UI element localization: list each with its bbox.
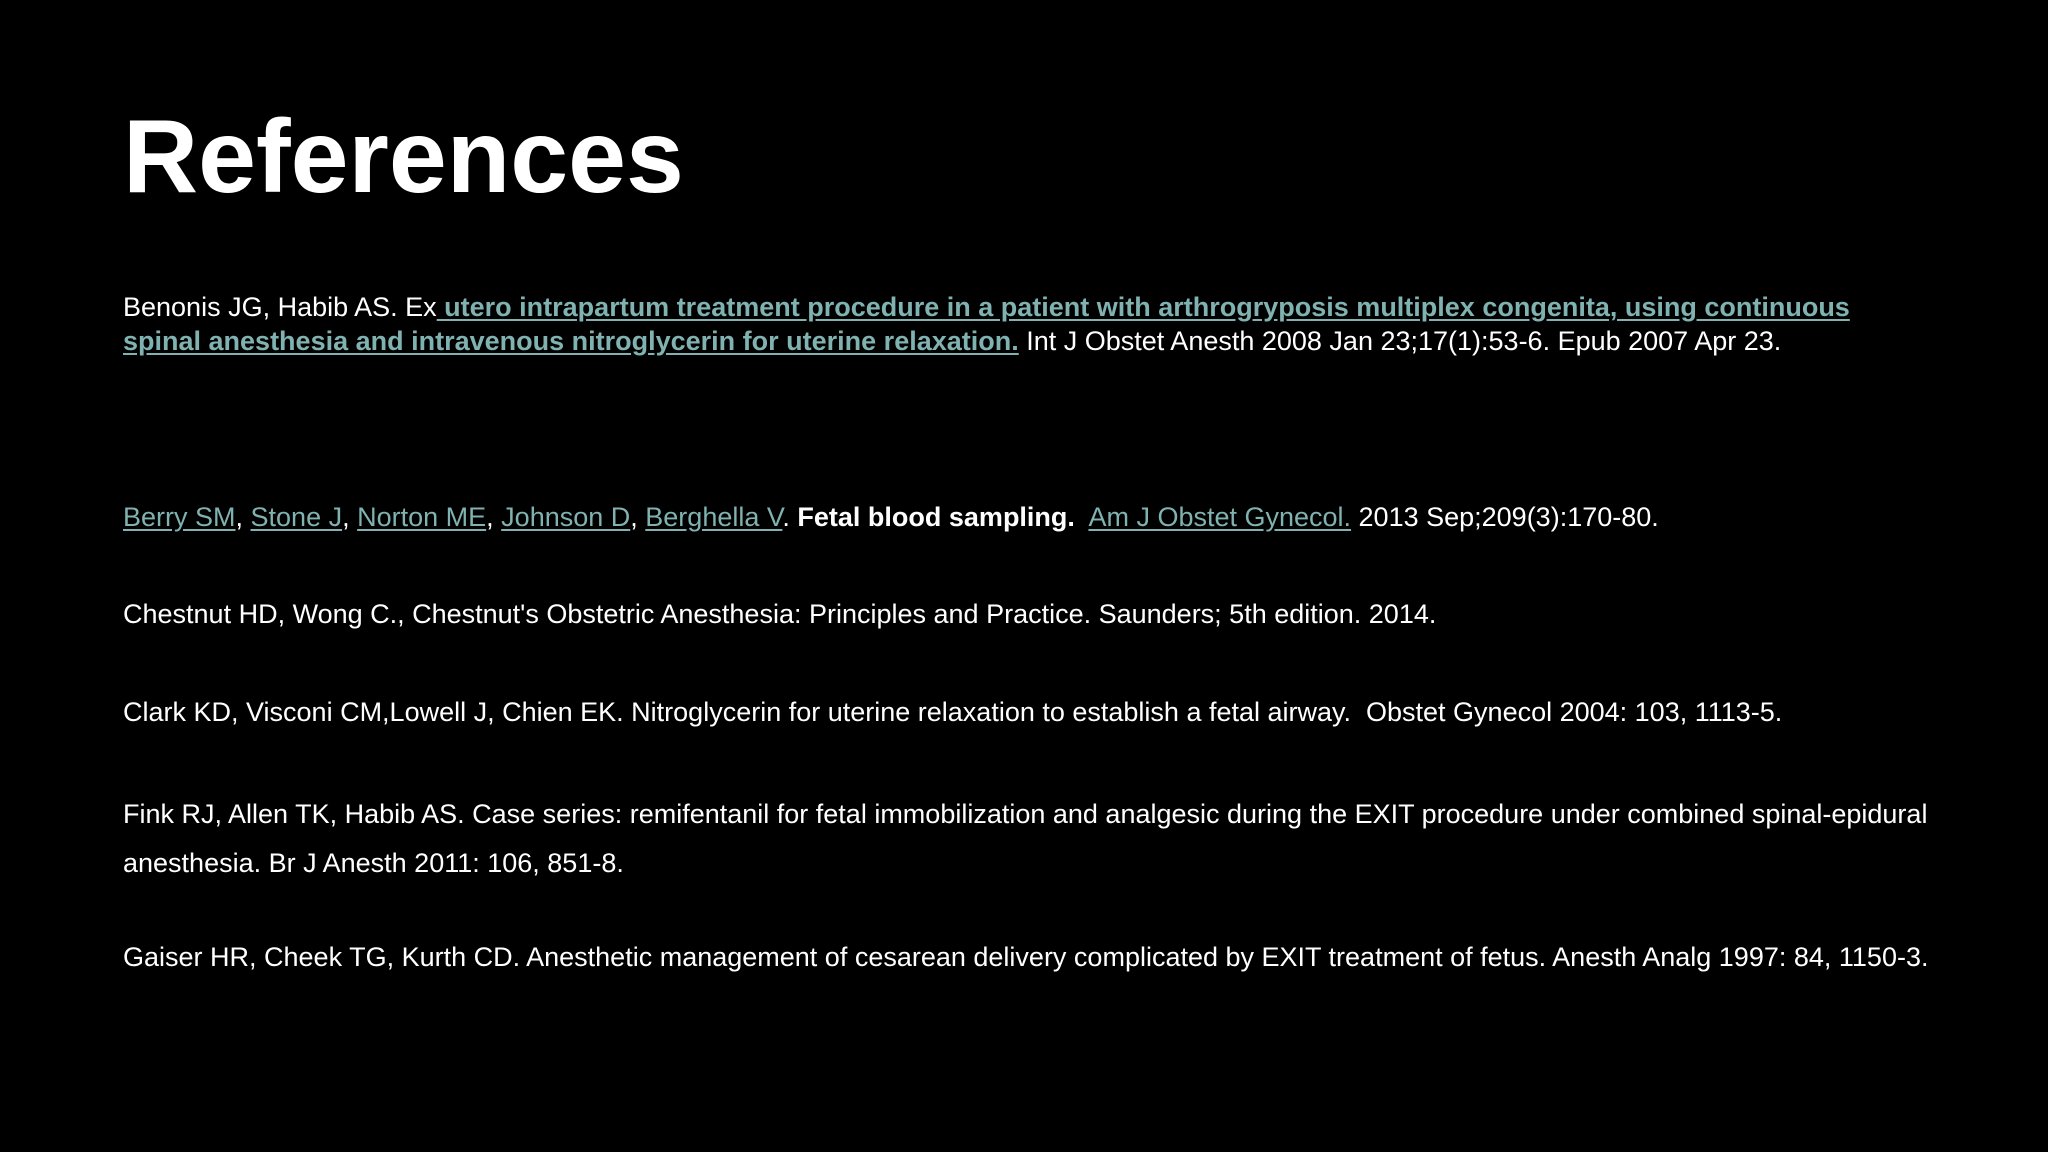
page-title: References: [123, 99, 684, 215]
author-link-norton[interactable]: Norton ME: [357, 502, 487, 532]
author-link-johnson[interactable]: Johnson D: [501, 502, 631, 532]
author-separator: ,: [630, 502, 646, 532]
reference-clark: Clark KD, Visconi CM,Lowell J, Chien EK. Nitroglycerin for uterine relaxation to establish a fetal airway. Obstet Gynecol 2004: 103, 1113-5.: [123, 697, 1783, 727]
author-link-berry[interactable]: Berry SM: [123, 502, 236, 532]
authors-end: .: [782, 502, 798, 532]
reference-citation: Int J Obstet Anesth 2008 Jan 23;17(1):53-6. Epub 2007 Apr 23.: [1018, 326, 1782, 356]
journal-link[interactable]: Am J Obstet Gynecol.: [1088, 502, 1352, 532]
author-link-stone[interactable]: Stone J: [250, 502, 343, 532]
reference-fink: Fink RJ, Allen TK, Habib AS. Case series: remifentanil for fetal immobilization and analgesic during the EXIT procedure under combined spinal-epidural anesthesia. Br J Anesth 2011: 106, 851-8.: [123, 799, 1928, 878]
article-title: Fetal blood sampling.: [797, 502, 1075, 532]
title-gap: [1075, 502, 1089, 532]
author-separator: ,: [486, 502, 502, 532]
reference-citation: 2013 Sep;209(3):170-80.: [1351, 502, 1659, 532]
reference-berry: [123, 500, 1933, 534]
reference-benonis: [123, 290, 1933, 358]
article-title-link[interactable]: utero intrapartum treatment procedure in a patient with arthrogryposis multiplex congenita, using continuous spinal anesthesia and intravenous nitroglycerin for uterine relaxation.: [123, 292, 1850, 356]
reference-chestnut: Chestnut HD, Wong C., Chestnut's Obstetric Anesthesia: Principles and Practice. Saunders; 5th edition. 2014.: [123, 599, 1437, 629]
author-separator: ,: [342, 502, 358, 532]
author-link-berghella[interactable]: Berghella V: [645, 502, 783, 532]
reference-gaiser: Gaiser HR, Cheek TG, Kurth CD. Anesthetic management of cesarean delivery complicated by EXIT treatment of fetus. Anesth Analg 1997: 84, 1150-3.: [123, 942, 1929, 972]
author-separator: ,: [235, 502, 251, 532]
reference-text: Benonis JG, Habib AS. Ex: [123, 292, 437, 322]
